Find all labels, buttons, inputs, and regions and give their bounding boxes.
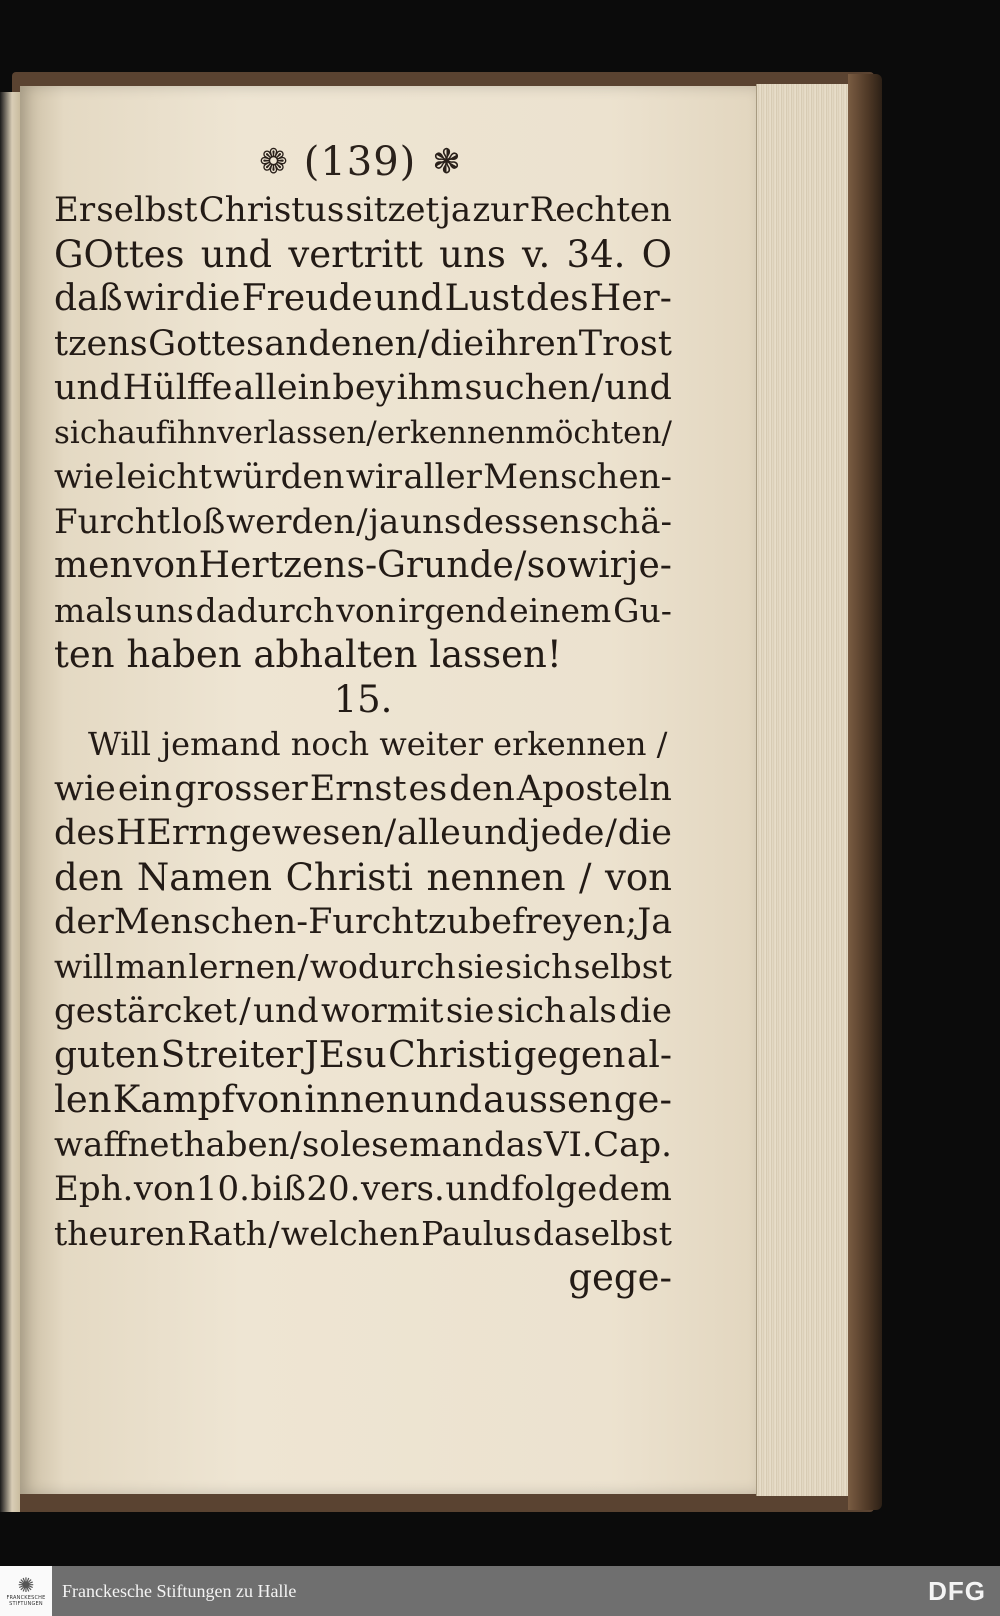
- text-line: mals uns dadurch von irgend einem Gu-: [54, 590, 672, 630]
- text-line: Will jemand noch weiter erkennen /: [88, 725, 668, 763]
- institution-name: Franckesche Stiftungen zu Halle: [62, 1580, 297, 1601]
- text-line: tzens Gottes an denen / die ihren Trost: [54, 323, 672, 364]
- sun-emblem-icon: ✺: [17, 1573, 35, 1597]
- text-line: und Hülffe allein bey ihm suchen / und: [54, 368, 672, 408]
- text-line: waffnet haben / so lese man das VI. Cap.: [54, 1124, 672, 1165]
- page-number: (139): [303, 139, 417, 185]
- dfg-logo: DFG: [928, 1575, 986, 1606]
- text-line: gestärcket / und wormit sie sich als die: [54, 991, 672, 1031]
- text-line: len Kampf von innen und aussen ge-: [54, 1078, 672, 1121]
- text-line: GOttes und vertritt uns v. 34. O: [54, 232, 672, 276]
- text-line: will man lernen / wodurch sie sich selbst: [54, 946, 672, 986]
- text-line: men von Hertzens-Grunde / so wir je-: [54, 545, 672, 586]
- page-header: [240, 132, 480, 192]
- left-page-edge: [0, 92, 20, 1512]
- page-edges: [756, 84, 849, 1496]
- text-line: Er selbst Christus sitzet ja zur Rechten: [54, 190, 672, 230]
- text-line: den Namen Christi nennen / von: [54, 855, 672, 899]
- ornament-right-icon: ❃: [432, 142, 461, 182]
- page-text: [54, 188, 672, 1301]
- text-line: ten haben abhalten lassen!: [54, 633, 562, 676]
- text-line: gege-: [568, 1256, 672, 1299]
- text-line: Furcht loß werden / ja uns dessen schä-: [54, 501, 672, 542]
- ornament-left-icon: ❁: [259, 142, 288, 182]
- text-line: theuren Rath / welchen Paulus daselbst: [54, 1213, 672, 1253]
- text-line: wie leicht würden wir aller Menschen-: [54, 457, 672, 497]
- text-line: wie ein grosser Ernst es den Aposteln: [54, 768, 672, 809]
- footer-bar: [0, 1566, 1000, 1616]
- institution-logo: [0, 1566, 52, 1616]
- text-line: daß wir die Freude und Lust des Her-: [54, 278, 672, 319]
- text-line: guten Streiter JEsu Christi gegen al-: [54, 1034, 672, 1076]
- section-number: 15.: [333, 677, 393, 721]
- text-line: der Menschen-Furcht zu befreyen; Ja: [54, 902, 673, 942]
- text-line: Eph. von 10. biß 20. vers. und folge dem: [54, 1169, 672, 1209]
- text-line: des HErrn gewesen / alle und jede / die: [54, 813, 672, 853]
- logo-text: FRANCKESCHE STIFTUNGEN: [6, 1595, 46, 1607]
- text-line: sich auf ihn verlassen / erkennen möchten /: [54, 414, 672, 451]
- cover-edge: [848, 74, 882, 1510]
